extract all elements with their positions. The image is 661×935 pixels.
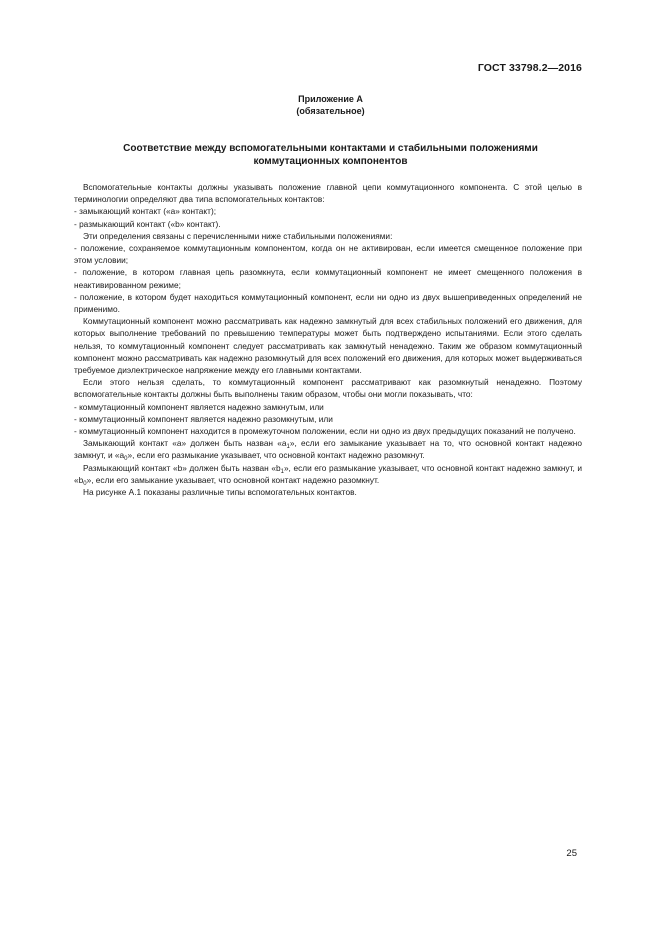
text-run: Размыкающий контакт «b» должен быть назван «b <box>83 462 281 473</box>
subscript: 1 <box>280 468 284 475</box>
list-item: - коммутационный компонент является надежно разомкнутым, или <box>74 413 333 424</box>
text-run: », если его размыкание указывает, что основной контакт надежно замкнут, и «b <box>74 462 583 485</box>
list-item: - замыкающий контакт («а» контакт); <box>74 206 217 217</box>
subscript: 1 <box>286 444 290 451</box>
list-item: - положение, в котором главная цепь разомкнута, если коммутационный компонент не имеет смещенного положения в неактивированном режиме; <box>74 267 582 290</box>
text-run: », если его размыкание указывает, что основной контакт надежно разомкнут. <box>127 450 425 461</box>
list-item: - коммутационный компонент является надежно замкнутым, или <box>74 401 324 412</box>
annex-status: (обязательное) <box>296 106 365 116</box>
page-number: 25 <box>566 848 577 859</box>
text-run: », если его замыкание указывает, что основной контакт надежно разомкнут. <box>86 474 380 485</box>
paragraph: На рисунке А.1 показаны различные типы вспомогательных контактов. <box>83 487 357 498</box>
annex-label: Приложение А <box>298 94 363 104</box>
subscript: 0 <box>124 456 128 463</box>
list-item: - размыкающий контакт («b» контакт). <box>74 218 221 229</box>
paragraph: Если этого нельзя сделать, то коммутационный компонент рассматривают как разомкнутый ненадежно. Поэтому вспомогательные контакты должны быть выполнены таким образом, чтобы они могли показывать, что: <box>74 377 582 400</box>
paragraph: Эти определения связаны с перечисленными ниже стабильными положениями: <box>83 230 393 241</box>
list-item: - положение, в котором будет находиться коммутационный компонент, если ни одно из двух вышеприведенных определений не применимо. <box>74 291 582 315</box>
annex-title <box>70 142 591 168</box>
list-item: - положение, сохраняемое коммутационным компонентом, когда он не активирован, если имеется смещенное положение при этом условии; <box>74 243 582 266</box>
paragraph: Коммутационный компонент можно рассматривать как надежно замкнутый для всех стабильных положений его движения, для которых выполнение требований по превышению температуры может быть подтверждено испытаниями. Если этого сделать нельзя, то коммутационный компонент следует рассматривать как замкнутый ненадежно. Таким же образом коммутационный компонент можно рассматривать как надежно разомкнутый для всех положений его движения, для которых может выдерживаться требуемое диэлектрическое напряжение между его главными контактами. <box>74 316 582 376</box>
body-text <box>74 181 582 498</box>
paragraph: Вспомогательные контакты должны указывать положение главной цепи коммутационного компонента. С этой целью в терминологии определяют два типа вспомогательных контактов: <box>74 182 582 205</box>
annex-title-line-2: коммутационных компонентов <box>253 156 408 167</box>
annex-title-line-1: Соответствие между вспомогательными контактами и стабильными положениями <box>123 143 538 154</box>
paragraph-make-contact <box>74 437 582 461</box>
text-run: », если его замыкание указывает на то, что основной контакт надежно замкнут, и «а <box>74 438 582 461</box>
paragraph-break-contact <box>74 462 582 486</box>
annex-heading <box>0 93 661 117</box>
subscript: 0 <box>83 480 87 487</box>
text-run: Замыкающий контакт «а» должен быть назван «а <box>83 438 287 449</box>
list-item: - коммутационный компонент находится в промежуточном положении, если ни одно из двух предыдущих показаний не получено. <box>74 426 576 437</box>
standard-number: ГОСТ 33798.2—2016 <box>477 62 582 74</box>
